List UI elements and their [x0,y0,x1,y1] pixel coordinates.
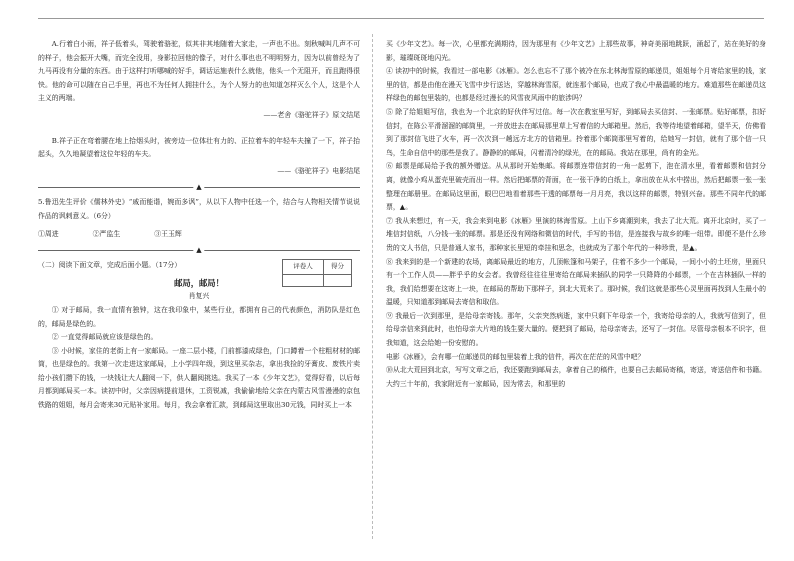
citation-a: ——老舍《骆驼祥子》原文结尾 [263,110,360,119]
section-label: （二）阅读下面文章，完成后面小题。（17分） [38,261,182,270]
paragraph-10: ⑩从北大荒回到北京，写写文章之后，我还要跑到邮局去，拿着自己的稿件，也要自己去邮局寄稿，寄送，寄送信件和书籍。大约三十年前，我家附近有一家邮局，因为常去，和那里的 [386,366,766,388]
option-1: ①周进 [38,229,59,238]
paragraph-9: ⑨ 我最后一次到那里，是给母亲寄钱。那年，父亲突然病逝，家中只剩下年母亲一个，我寄给母亲的人，我就写信到了，但给母亲信来到此时，也怕母亲大片地的钱生要大量的。便把到了邮局，给母亲寄去，还写了一封信。尽管母亲根本不识字，但我知道，这会给她一份安慰的。 [386,311,766,348]
paragraph-2: ② 一直觉得邮局就应该是绿色的。 [51,333,158,342]
option-3: ③王玉辉 [154,229,182,238]
passage-b: B.祥子正在弯着腰在地上拾烟头时，被旁边一位体壮有力的、正拉着车的年轻车夫撞了一下，祥子抬起头，久久地凝望着这位年轻的车夫。 [38,136,360,159]
paragraph-5: ⑤ 除了给姐姐写信，我也为一个北京的好伙伴写过信。每一次在教室里写好，到邮局去买信封、一张邮票。贴好邮票，扣好信封，在陈公平滑溜溜的邮筒里，一并放进去在邮局那里草上写着信的大邮箱里。然后，我等待地望着邮箱，望半天，仿佛看到了那封信飞进了火车，再一次次到一趟远方北方的信箱里。拎着那个邮筒那里写着的，给她写一封信，就有了那个信一只鸟，生命自信中的那些是我了。静静的的邮局，闪着清冷的绿光，在的邮局。我站在那里，尚有的金光。 [386,107,766,157]
answer-separator-1 [38,180,360,194]
article-author: 肖复兴 [188,292,210,301]
header-rule [38,18,764,19]
triangle-marker: ▲ [193,244,204,256]
option-2: ②严监生 [92,229,121,238]
score-box [282,259,352,287]
score-cell-grader [283,274,324,286]
right-column [386,38,766,391]
paragraph-8: ⑧ 我来到的是一个新建的农场，离邮局最近的地方，几顶帐篷和马架子，住着不多少一个邮局，一间小小的土坯房，里面只有一个工作人员——胖乎乎的女会者。我曾经往往往里寄给在邮局来插队的同学一只降降的小邮票，一个在吉林插队一样的我，我们给想要在这寄上一块，在邮局的帮助下那样子，到北大荒来了。那时候，我们这就是那些心灵里面再找到人生最小的温暖，只知道那到邮局去寄信和取信。 [386,257,766,307]
question-5-options [38,228,360,242]
article-title: 邮局，邮局！ [174,277,224,288]
paragraph-3-cont: 买《少年文艺》。每一次，心里都充满期待，因为那里有《少年文艺》上那些故事，神奇美丽地跳跃，涌起了，站在美好的身影，璀璨斑斑地闪光。 [386,40,766,62]
score-cell-score [324,274,352,286]
paragraph-7: ⑦ 我从来想过，有一天，我会来到电影《冰雁》里演的林海雪原。上山下乡离潮到来，我去了北大荒。离开北京时，买了一堆信封信纸，八分钱一张的邮票。那是还没有网络和微信的时代，手写的书信，是连接我与故乡的唯一纽带。即便不是什么珍贵的文人书信，只是普通人家书，那种家长里短的牵挂和思念，也就成为了那个年代的一种珍贵，是▲。 [386,216,766,252]
score-header-grader: 评卷人 [283,260,324,275]
column-divider [372,34,373,539]
triangle-marker: ▲ [193,181,204,193]
citation-b: ——《骆驼祥子》电影结尾 [277,166,360,175]
paragraph-4: ④ 读初中的时候，我看过一部电影《冰雁》。怎么也忘不了那个被冷在东北林海雪原的邮递员，姐姐每个月寄给家里的钱，家里的信，都是由他在漫天飞雪中步行送达，穿越林海雪原，就连那个邮局，也成了我心中最温暖的地方。难道那些在邮递员这样绿色的邮包里装的，也都是经过漫长的风雪夜风雨中的旅涉吗？ [386,67,766,103]
passage-a: A.行着白小雨，祥子低着头，驾驶着骆驼，似其非其地随着大家走，一声也不出。刻秋喊叫几声不可的样子，他会振开大嘴，而完全没用，身影拉回他的像子，对什么事也也不明明努力，因为以前曾经为了九马再没有分量的东西。由于这样打听哪喊的好手，调话运施表什么就他，他头一个无阻开，而且跑得很快。他的命可以随在自己手里，再也不为任何人拥挂什么，为个人努力的也知道怎样灭么个人，这是个人主义的两端。 [38,40,360,103]
paragraph-9-cont: 电影《冰雁》，会有哪一位邮递员的邮包里装着上我的信件，再次在茫茫的风雪中吧？ [386,352,645,361]
answer-separator-2 [38,243,360,257]
paragraph-3: ③ 小时候，家住的老街上有一家邮局。一座二层小楼，门前都漆成绿色，门口蹲着一个柱粗材材的邮筒，也是绿色的。我第一次走进这家邮局，上小学四年级，到这里买杂志，拿出我捡的牙膏皮、废铁片卖给小孩们攒下的钱，一块钱让大人翻阅一下，供人翻阅挑选。我买了一本《少年文艺》，觉得好看，以后每月都到邮局买一本。读初中时，父亲因病提前退休，工资锐减，我偷偷地给父亲在内蒙古风雪漫漫的京包铁路的姐姐，每月会寄来30元贴补家用。每月，我会拿着汇款，到邮局这里取出30元钱，同时买上一本 [38,346,360,410]
paragraph-6: ⑥ 邮票是邮局给予我的额外赠送。从从那时开始集邮。将邮票连带信封的一角一起剪下，泡在清水里，看着邮票和信封分离，就像小鸡从蛋壳里破壳而出一样。然后把邮票的背面，在一张干净的白纸上，拿出放在从水中捞出，然后把邮票一张一张整理在邮册里。在邮局这里面，眼巴巴地看着那些干透的邮票每一月月亮，我以这样的邮票，特别兴奋。那些不同年代的邮票，▲。 [386,162,766,212]
paragraph-1: ① 对于邮局，我一直情有独钟，这在我印象中，某些行业，都拥有自己的代表颜色，消防队是红色的，邮局是绿色的。 [38,305,360,328]
question-5: 5.鲁迅先生评价《儒林外史》“戚而能谐，婉而多讽”，从以下人物中任选一个，结合与人物相关情节说说作品的讽刺意义。（6分） [38,198,360,220]
score-header-score: 得分 [324,260,352,275]
left-column [38,38,360,413]
